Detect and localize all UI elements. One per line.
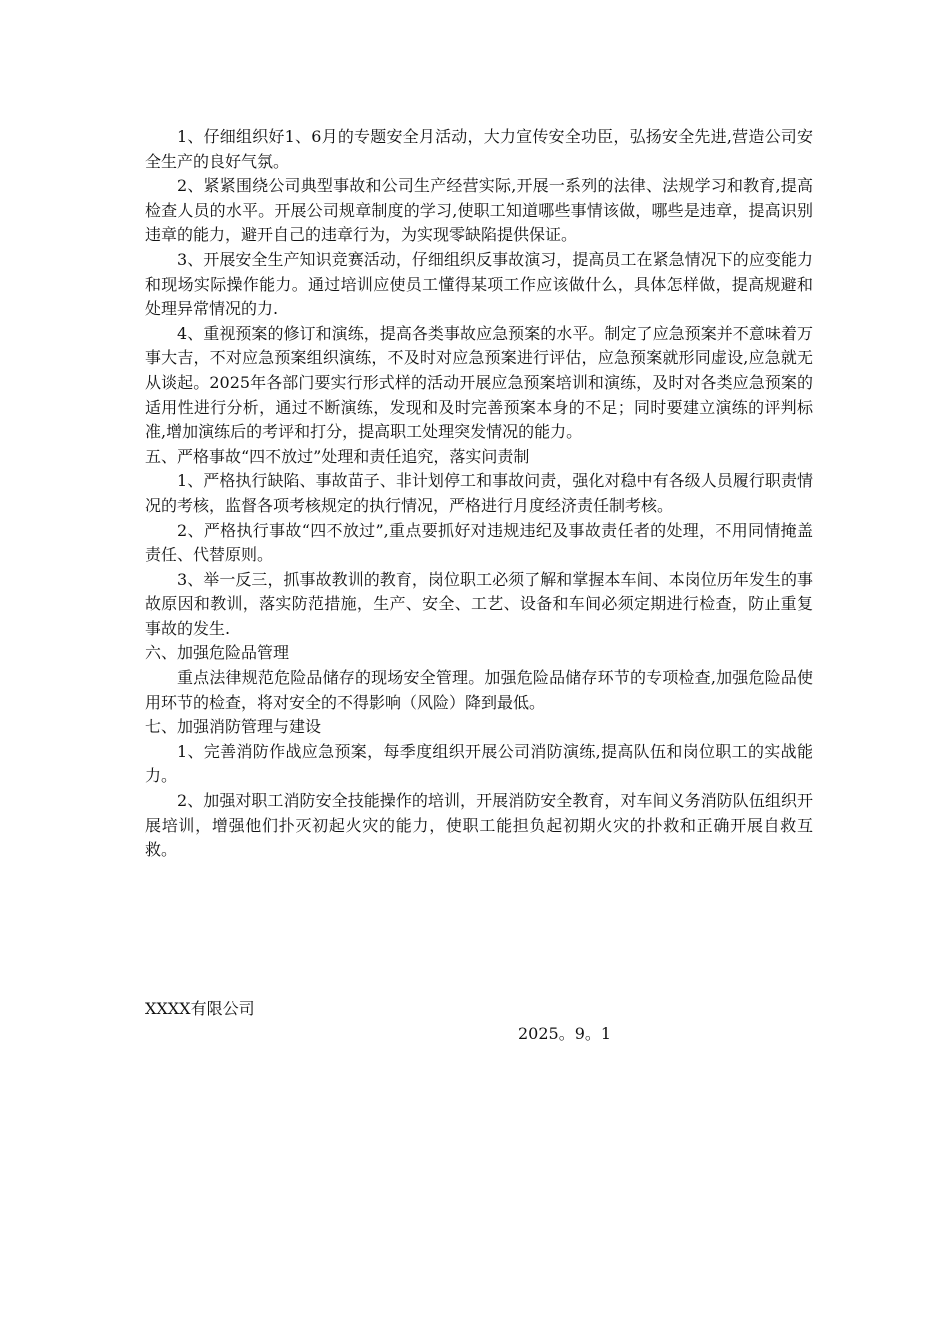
paragraph: 2、严格执行事故“四不放过”,重点要抓好对违规违纪及事故责任者的处理，不用同情掩盖责任、代替原则。 <box>145 520 813 565</box>
company-name: XXXX有限公司 <box>145 999 255 1018</box>
paragraph: 1、仔细组织好1、6月的专题安全月活动，大力宣传安全功臣，弘扬安全先进,营造公司安全生产的良好气氛。 <box>145 127 813 171</box>
paragraph: 3、开展安全生产知识竞赛活动，仔细组织反事故演习，提高员工在紧急情况下的应变能力和现场实际操作能力。通过培训应使员工懂得某项工作应该做什么，具体怎样做，提高规避和处理异常情况的力. <box>145 249 813 319</box>
paragraph: 1、完善消防作战应急预案，每季度组织开展公司消防演练,提高队伍和岗位职工的实战能力。 <box>145 741 813 786</box>
paragraph: 2、加强对职工消防安全技能操作的培训，开展消防安全教育，对车间义务消防队伍组织开展培训，增强他们扑灭初起火灾的能力，使职工能担负起初期火灾的扑救和正确开展自救互救。 <box>145 791 813 860</box>
paragraph: 1、严格执行缺陷、事故苗子、非计划停工和事故问责，强化对稳中有各级人员履行职责情况的考核，监督各项考核规定的执行情况，严格进行月度经济责任制考核。 <box>145 471 813 515</box>
paragraph: 2、紧紧围绕公司典型事故和公司生产经营实际,开展一系列的法律、法规学习和教育,提高检查人员的水平。开展公司规章制度的学习,使职工知道哪些事情该做，哪些是违章，提高识别违章的能力，避开自己的违章行为，为实现零缺陷提供保证。 <box>145 176 813 245</box>
document-date: 2025。9。1 <box>518 1024 612 1043</box>
section-heading: 七、加强消防管理与建设 <box>145 717 322 737</box>
document-body <box>145 125 813 863</box>
paragraph: 4、重视预案的修订和演练，提高各类事故应急预案的水平。制定了应急预案并不意味着万事大吉，不对应急预案组织演练，不及时对应急预案进行评估，应急预案就形同虚设,应急就无从谈起。2025年各部门要实行形式样的活动开展应急预案培训和演练，及时对各类应急预案的适用性进行分析，通过不断演练，发现和及时完善预案本身的不足；同时要建立演练的评判标准,增加演练后的考评和打分，提高职工处理突发情况的能力。 <box>145 323 813 442</box>
paragraph: 3、举一反三，抓事故教训的教育，岗位职工必须了解和掌握本车间、本岗位历年发生的事故原因和教训，落实防范措施，生产、安全、工艺、设备和车间必须定期进行检查，防止重复事故的发生. <box>145 569 813 638</box>
paragraph: 重点法律规范危险品储存的现场安全管理。加强危险品储存环节的专项检查,加强危险品使用环节的检查，将对安全的不得影响（风险）降到最低。 <box>145 668 813 712</box>
section-heading: 五、严格事故“四不放过”处理和责任追究，落实问责制 <box>145 446 530 466</box>
section-heading: 六、加强危险品管理 <box>145 643 290 663</box>
